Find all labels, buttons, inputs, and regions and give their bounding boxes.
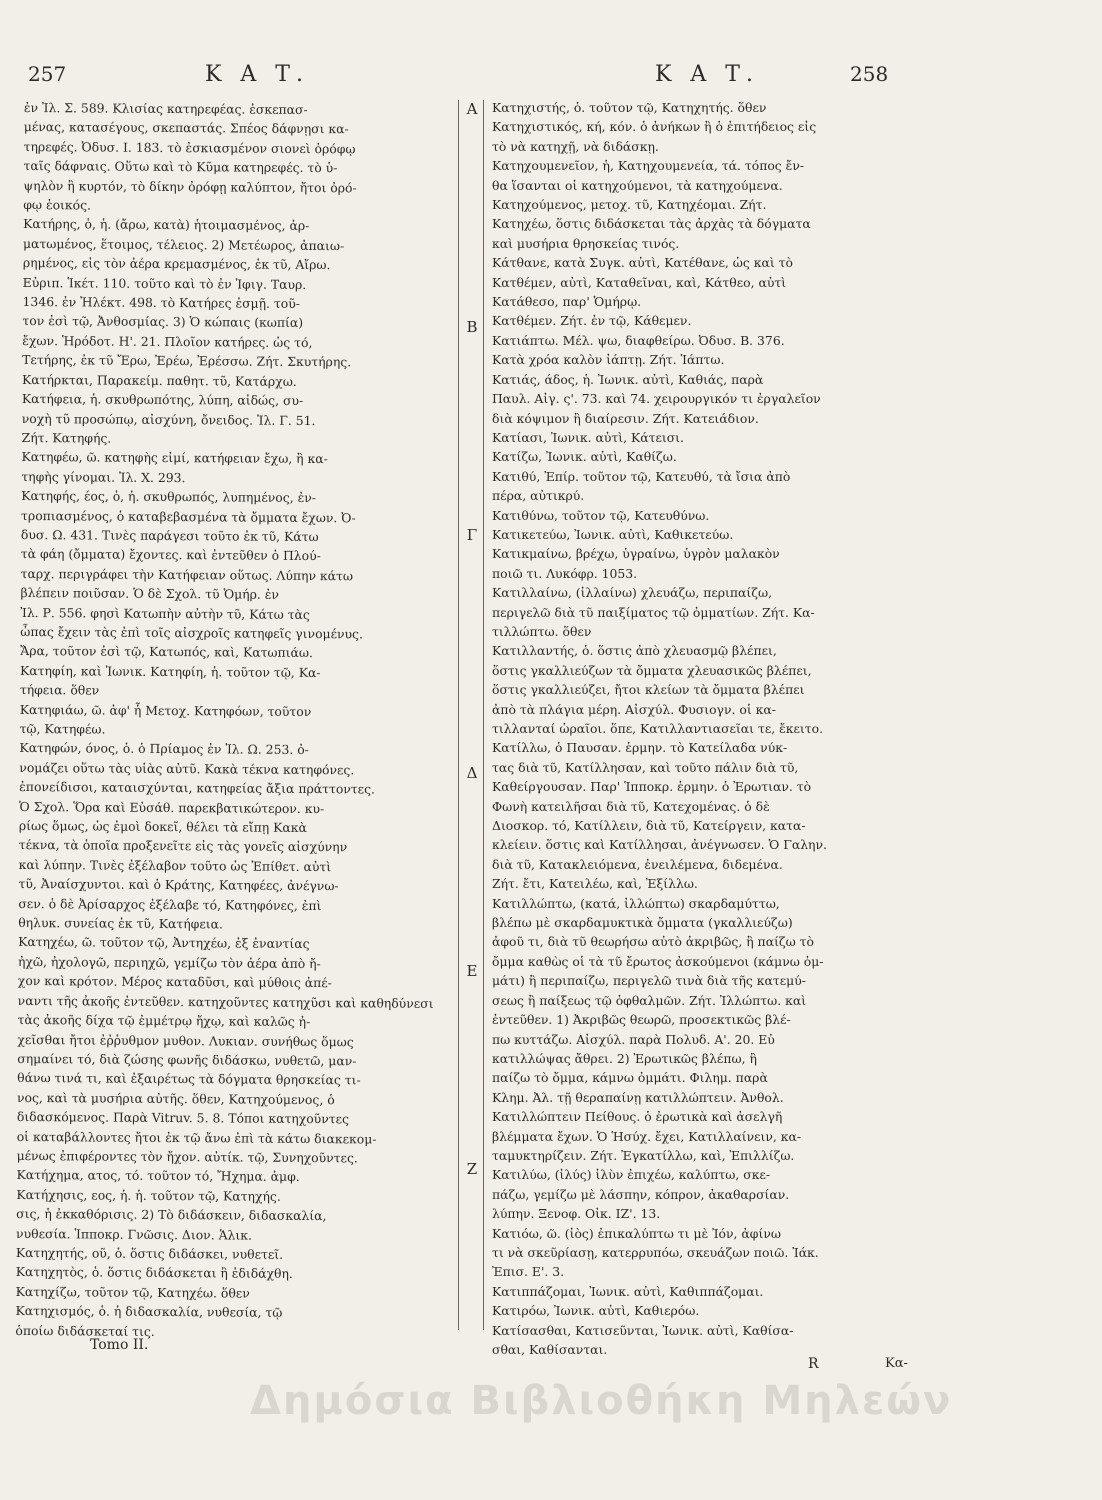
text-line: ἐπονείδισοι, καταισχύνται, κατηφείας ἄξια πράττοντες. — [19, 779, 376, 797]
text-line: οἱ καταβάλλοντες ἤτοι ἐκ τῷ ἄνω ἐπὶ τὰ κάτω διακεκομ- — [16, 1128, 377, 1147]
text-line: διδασκόμενος. Παρὰ Vitruv. 5. 8. Τόποι κατηχοῦντες — [16, 1109, 350, 1127]
text-line: Κάτθανε, κατὰ Συγκ. αὐτὶ, Κατέθανε, ὡς καὶ τὸ — [492, 255, 793, 271]
text-line: διὰ κόψιμον ἢ διαίρεσιν. Ζήτ. Κατειάδιον. — [492, 410, 759, 426]
text-line: κλείειν. ὅστις καὶ Κατίλλησαι, ἀνέγνωσεν. Ὁ Γαλην. — [492, 837, 827, 853]
text-line: ἐν Ἰλ. Σ. 589. Κλισίας κατηρεφέας. ἐσκεπασ- — [23, 99, 308, 117]
text-line: σημαίνει τό, διὰ ζώσης φωνῆς διδάσκω, νυθετῶ, μαν- — [17, 1050, 357, 1069]
running-head-right: Κ Α Τ. — [655, 62, 759, 87]
text-line: Κατήρης, ὁ, ἡ. (ἄρω, κατὰ) ἡτοιμασμένος, ἀρ- — [23, 216, 310, 234]
text-line: ποιῶ τι. Λυκόφρ. 1053. — [492, 565, 638, 581]
text-line: λύπην. Ξενοφ. Οἰκ. ΙΖ'. 13. — [492, 1206, 661, 1222]
text-line: βλέπειν ποιῦσαν. Ὁ δὲ Σχολ. τῦ Ὁμήρ. ἐν — [20, 585, 280, 602]
text-line: Κατιλλαντής, ὁ. ὅστις ἀπὸ χλευασμῷ βλέπει, — [492, 643, 777, 659]
text-line: τιλλανταί ὡραῖοι. ὅπε, Κατιλλαντιασεῖαι τε, ἔκειτο. — [492, 721, 824, 736]
text-line: Κατηχητὸς, ὁ. ὅστις διδάσκεται ἢ ἐδιδάχθη. — [15, 1264, 293, 1282]
text-line: δυσ. Ω. 431. Τινὲς παράγεσι τοῦτο ἐκ τῦ, Κάτω — [20, 526, 319, 545]
text-line: σεως ἢ παίξεως τῷ ὀφθαλμῶν. Ζήτ. Ἰλλώπτω. καὶ — [492, 992, 807, 1008]
section-letter: Δ — [466, 764, 478, 782]
text-line: βλέμματα ἔχων. Ὁ Ἡσύχ. ἔχει, Κατιλλαίνειν, κα- — [492, 1128, 802, 1144]
running-head-left: Κ Α Τ. — [205, 62, 309, 87]
text-line: θάνω τινά τι, καὶ ἐξαιρέτως τὰ δόγματα θρησκείας τι- — [17, 1070, 361, 1088]
text-line: ὅστις γκαλλιεύζει, ἤτοι κλείων τὰ ὄμματα βλέπει — [492, 682, 805, 698]
text-line: Τετήρης, ἐκ τῦ Ἔρω, Ἐρέω, Ἐρέσσω. Ζήτ. Σκυτήρης. — [22, 352, 352, 370]
text-line: Κατηχέω, ὅστις διδάσκεται τὰς ἀρχὰς τὰ δόγματα — [492, 216, 811, 232]
text-line: Κατιππάζομαι, Ἰωνικ. αὐτὶ, Καθιππάζομαι. — [492, 1283, 764, 1299]
section-letter: Γ — [466, 526, 478, 544]
text-line: ἠχῶ, ἠχολογῶ, περιηχῶ, γεμίζω τὸν ἀέρα ἀπὸ ἤ- — [17, 953, 321, 971]
text-line: Κατηχουμενεῖον, ἡ, Κατηχουμενεία, τά. τόπος ἔν- — [492, 158, 805, 174]
text-line: Κατιόω, ῶ. (ἰὸς) ἐπικαλύπτω τι μὲ Ἰόν, ἀφίνω — [492, 1225, 781, 1241]
text-line: τροπιασμένος, ὁ καταβεβασμένα τὰ ὄμματα ἔχων. Ὀ- — [21, 507, 356, 525]
text-line: Κατίασι, Ἰωνικ. αὐτὶ, Κάτεισι. — [492, 429, 684, 445]
text-line: 1346. ἐν Ἠλέκτ. 498. τὸ Κατήρες ἐσμῇ. τοῦ- — [22, 294, 301, 311]
text-line: Κατὰ χρόα καλὸν ἰάπτῃ. Ζήτ. Ἰάπτω. — [492, 352, 725, 368]
text-line: νομάζει οὕτω τὰς υἱὰς αὐτῦ. Κακὰ τέκνα κατηφόνες. — [19, 759, 355, 778]
text-line: Κατικετεύω, Ἰωνικ. αὐτὶ, Καθικετεύω. — [492, 526, 734, 542]
text-line: Κατηχούμενος, μετοχ. τῦ, Κατηχέομαι. Ζήτ. — [492, 197, 767, 213]
text-line: ὦπας ἔχειν τὰς ἐπὶ τοῖς αἰσχροῖς κατηφεῖς γινομένυς. — [20, 623, 364, 642]
text-line: τῷ, Κατηφέω. — [19, 720, 106, 737]
text-line: καὶ μυσήρια θρησκείας τινός. — [492, 235, 680, 251]
text-line: τὰς ἀκοῆς δίχα τῷ ἐμμέτρῳ ἤχῳ, καὶ καλῶς ἠ- — [17, 1012, 311, 1030]
text-line: Κατιλλώπτειν Πείθους. ὁ ἐρωτικὰ καὶ ἀσελγῆ — [492, 1109, 783, 1125]
text-line: παίζω τὸ ὄμμα, κάμνω ὀμμάτι. Φιλημ. παρὰ — [492, 1070, 768, 1086]
text-line: Κατίσασθαι, Κατισεῦνται, Ἰωνικ. αὐτὶ, Καθίσα- — [492, 1322, 794, 1338]
text-line: νος, καὶ τὰ μυσήρια αὐτῆς. ὅθεν, Κατηχούμενος, ὁ — [16, 1089, 335, 1107]
text-line: Κατηχισμός, ὁ. ἡ διδασκαλία, νυθεσία, τῷ — [15, 1303, 283, 1321]
text-line: πω κυττάζω. Αἰσχύλ. παρὰ Πολυδ. Α'. 20. Εὐ — [492, 1031, 775, 1047]
page-number-left: 257 — [28, 62, 67, 86]
text-line: Κατηχιστής, ὁ. τοῦτον τῷ, Κατηχητής. ὅθεν — [492, 100, 767, 115]
text-line: Ζήτ. ἔτι, Κατειλέω, καὶ, Ἐξίλλω. — [492, 876, 698, 892]
text-line: μάτι) ἢ περιπαίζω, περιγελῶ τινὰ διὰ τῆς κατεμύ- — [492, 973, 806, 989]
text-line: ὄμμα καθὼς οἱ τὰ τῦ ἔρωτος ἀσκούμενοι (κάμνω ὀμ- — [492, 953, 824, 969]
text-line: νοχὴ τῦ προσώπῳ, αἰσχύνη, ὄνειδος. Ἰλ. Γ. 51. — [21, 410, 316, 428]
text-line: Κατηχέω, ῶ. τοῦτον τῷ, Ἀντηχέω, ἐξ ἐναντίας — [18, 934, 310, 952]
section-letter: Α — [466, 100, 478, 118]
text-line: Καθείργουσαν. Παρ' Ἱπποκρ. ἑρμην. ὁ Ἐρωτιαν. τὸ — [492, 779, 812, 795]
text-line: φῳ ἐοικός. — [23, 197, 92, 213]
text-line: σις, ἡ ἐκκαθόρισις. 2) Τὸ διδάσκειν, διδασκαλία, — [16, 1206, 327, 1224]
text-line: Κατικμαίνω, βρέχω, ὑγραίνω, ὑγρὸν μαλακὸν — [492, 546, 780, 562]
text-line: καὶ λύπην. Τινὲς ἐξέλαβον τοῦτο ὡς Ἐπίθετ. αὐτὶ — [18, 856, 332, 875]
text-line: Κατήχημα, ατος, τό. τοῦτον τό, Ἤχημα. ἀμφ. — [16, 1167, 300, 1185]
text-line: Κατηχιστικός, κή, κόν. ὁ ἀνήκων ἢ ὁ ἐπιτήδειος εἰς — [492, 119, 817, 135]
text-line: τηφὴς γίνομαι. Ἰλ. Χ. 293. — [21, 468, 186, 485]
text-line: τας διὰ τῦ, Κατίλλησαν, καὶ τοῦτο πάλιν διὰ τῦ, — [492, 759, 799, 775]
text-line: ἀπὸ τὰ πλάγια μέρη. Αἰσχύλ. Φυσιογν. οἱ κα- — [492, 701, 776, 717]
text-line: Κατηφιάω, ῶ. ἀφ' ἧ Μετοχ. Κατηφόων, τοῦτον — [19, 701, 312, 719]
text-line: ἔχων. Ἡρόδοτ. Η'. 21. Πλοῖον κατήρες. ὡς τό, — [22, 332, 313, 350]
text-line: Κατιρόω, Ἰωνικ. αὐτὶ, Καθιερόω. — [492, 1303, 700, 1319]
text-line: Κατηφών, όνος, ὁ. ὁ Πρίαμος ἐν Ἰλ. Ω. 253. ὀ- — [19, 740, 309, 758]
text-line: διὰ τῦ, Κατακλειόμενα, ἐνειλέμενα, διδεμένα. — [492, 856, 783, 872]
text-line: ὁποίω διδάσκεταί τις. — [15, 1322, 155, 1339]
volume-footer: Tomo II. — [90, 1337, 149, 1353]
text-line: Κατιθύ, Ἐπίρ. τοῦτον τῷ, Κατευθύ, τὰ ἴσια ἀπὸ — [492, 468, 791, 484]
text-line: μένως ἐπιφέροντες τὸν ἤχον. αὐτίκ. τῷ, Συνηχοῦντες. — [16, 1147, 358, 1166]
text-line: τὰ φάη (ὄμματα) ἔχοντες. καὶ ἐντεῦθεν ὁ Πλού- — [20, 546, 321, 564]
text-line: Κατιλλαίνω, (ἰλλαίνω) χλευάζω, περιπαίζω, — [492, 585, 773, 601]
text-line: Κατάθεσο, παρ' Ὁμήρῳ. — [492, 294, 642, 310]
text-line: μένας, κατασέγους, σκεπαστάς. Σπέος δάφνῃσι κα- — [23, 119, 349, 137]
text-line: Κατιλλώπτω, (κατά, ἰλλώπτω) σκαρδαμύττω, — [492, 895, 780, 911]
text-line: τι νὰ σκεῦρίασῃ, κατερρυπόω, σκευάζων ποιῶ. Ἰάκ. — [492, 1244, 819, 1260]
text-line: τῦ, Ἀναίσχυντοι. καὶ ὁ Κράτης, Κατηφέες, ἀνέγνω- — [18, 876, 339, 894]
text-line: χεῖσθαι ἤτοι ἐῤῥυθμον μυθον. Λυκιαν. συνήθως ὅμως — [17, 1031, 354, 1049]
right-column — [492, 98, 1012, 1359]
text-line: Ἐπισ. Ε'. 3. — [492, 1264, 565, 1280]
text-line: ματωμένος, ἕτοιμος, τέλειος. 2) Μετέωρος, ἀπαιω- — [22, 235, 345, 254]
text-line: πέρα, αὐτικρύ. — [492, 488, 585, 504]
text-line: ταῖς δάφναις. Οὕτω καὶ τὸ Κῦμα κατηρεφές. τὸ ὑ- — [23, 158, 338, 176]
text-line: Κατηχητής, οῦ, ὁ. ὅστις διδάσκει, νυθετεῖ. — [15, 1244, 284, 1262]
text-line: περιγελῶ διὰ τῦ παιξίματος τῷ ὀμματίων. Ζήτ. Κα- — [492, 604, 815, 620]
text-line: βλέπω μὲ σκαρδαμυκτικὰ ὄμματα (γκαλλιεύζω) — [492, 915, 793, 931]
text-line: θηλυκ. συνείας ἐκ τῦ, Κατήφεια. — [18, 915, 223, 932]
text-line: ψηλὸν ἢ κυρτόν, τὸ δίκην ὀρόφῃ καλύπτον, ἤτοι ὀρό- — [23, 177, 357, 195]
text-line: Κατηφέω, ῶ. κατηφὴς εἰμί, κατήφειαν ἔχω, ἢ κα- — [21, 449, 328, 467]
text-line: Φωνὴ κατειλῆσαι διὰ τῦ, Κατεχομένας. ὁ δὲ — [492, 798, 770, 814]
text-line: Κατιάπτω. Μέλ. ψω, διαφθείρω. Ὀδυσ. Β. 376. — [492, 332, 785, 348]
library-watermark: Δημόσια Βιβλιοθήκη Μηλεών — [250, 1378, 953, 1424]
column-rule — [458, 100, 459, 1330]
text-line: ταρχ. περιγράφει τὴν Κατήφειαν οὕτως. Λύπην κάτω — [20, 565, 354, 584]
text-line: ὅστις γκαλλιεύζων τὰ ὄμματα χλευασικῶς βλέπει, — [492, 662, 812, 678]
text-line: Κατηχίζω, τοῦτον τῷ, Κατηχέω. ὅθεν — [15, 1283, 250, 1301]
text-line: ταμυκτηρίζειν. Ζήτ. Ἐγκατίλλω, καὶ, Ἐπιλλίζω. — [492, 1147, 795, 1163]
text-line: Ὁ Σχολ. Ὅρα καὶ Εὐσάθ. παρεκβατικώτερον. κυ- — [19, 798, 325, 816]
text-line: Ζήτ. Κατηφής. — [21, 429, 112, 446]
text-line: Κατήφεια, ἡ. σκυθρωπότης, λύπη, αἰδώς, συ- — [21, 391, 304, 409]
text-line: Ἄρα, τοῦτον ἐσὶ τῷ, Κατωπός, καὶ, Κατωπιάω. — [20, 643, 314, 661]
text-line: Κατηφής, έος, ὁ, ἡ. σκυθρωπός, λυπημένος, ἐν- — [21, 488, 317, 506]
text-line: τήφεια. ὅθεν — [19, 682, 100, 698]
text-line: Κατιθύνω, τοῦτον τῷ, Κατευθύνω. — [492, 507, 710, 523]
text-line: Κατθέμεν. Ζήτ. ἐν τῷ, Κάθεμεν. — [492, 313, 692, 329]
section-letter: Ε — [466, 962, 478, 980]
text-line: νυθεσία. Ἱπποκρ. Γνῶσις. Διον. Ἁλικ. — [16, 1225, 253, 1243]
text-line: Κατιάς, άδος, ἡ. Ἰωνικ. αὐτὶ, Καθιάς, παρὰ — [492, 371, 764, 387]
text-line: Κατίζω, Ἰωνικ. αὐτὶ, Καθίζω. — [492, 449, 677, 465]
text-line: Ἰλ. Ρ. 556. φησὶ Κατωπὴν αὐτὴν τῦ, Κάτω τὰς — [20, 604, 310, 622]
text-line: χον καὶ κρότον. Μέρος καταδῦσι, καὶ μύθοις ἀπέ- — [17, 973, 332, 991]
text-line: Κατήχησις, εος, ἡ. ἡ. τοῦτον τῷ, Κατηχής. — [16, 1186, 281, 1204]
text-line: τιλλώπτω. ὅθεν — [492, 623, 592, 639]
text-line: ἐντεῦθεν. 1) Ἀκριβῶς θεωρῶ, προσεκτικῶς βλέ- — [492, 1012, 791, 1028]
text-line: πάζω, γεμίζω μὲ λάσπην, κόπρον, ἀκαθαρσίαν. — [492, 1186, 790, 1202]
text-line: τέκνα, τὰ ὁποῖα προξενεῖτε εἰς τὰς γονεῖς αἰσχύνην — [18, 837, 348, 855]
page-number-right: 258 — [850, 62, 889, 86]
text-line: Κατίλλω, ὁ Παυσαν. ἑρμην. τὸ Κατείλαδα νύκ- — [492, 740, 788, 756]
text-line: ρημένος, εἰς τὸν ἀέρα κρεμασμένος, ἐκ τῦ, Αἴρω. — [22, 255, 331, 273]
column-rule — [483, 100, 484, 1330]
text-line: Κατήρκται, Παρακείμ. παθητ. τῦ, Κατάρχω. — [21, 371, 297, 389]
text-line: σθαι, Καθίσανται. — [492, 1342, 608, 1357]
catchword: Κα- — [885, 1356, 908, 1371]
text-line: Κλημ. Ἀλ. τῇ θεραπαίνῃ κατιλλώπτειν. Ἀνθολ. — [492, 1089, 784, 1105]
text-line: Παυλ. Αἰγ. ς'. 73. καὶ 74. χειρουργικόν τι ἐργαλεῖον — [492, 391, 821, 407]
section-letter: Ζ — [466, 1160, 478, 1178]
text-line: Κατθέμεν, αὐτὶ, Καταθεῖναι, καὶ, Κάτθεο, αὐτὶ — [492, 274, 787, 290]
section-letter: Β — [466, 318, 478, 336]
text-line: θα ἵσανται οἱ κατηχούμενοι, τὰ κατηχούμενα. — [492, 177, 783, 193]
text-line: Εὐριπ. Ἱκέτ. 110. τοῦτο καὶ τὸ ἐν Ἰφιγ. Ταυρ. — [22, 274, 307, 292]
text-line: Διοσκορ. τό, Κατίλλειν, διὰ τῦ, Κατείργειν, κατα- — [492, 818, 806, 834]
text-line: ρίως ὅμως, ὡς ἐμοὶ δοκεῖ, θέλει τὰ εἴπῃ Κακὰ — [18, 818, 307, 836]
text-line: ναντι τῆς ἀκοῆς ἐντεῦθεν. κατηχοῦντες κατηχῦσι καὶ καθηδύνεσι — [17, 992, 434, 1011]
text-line: Κατηφίη, καὶ Ἰωνικ. Κατηφίη, ἡ. τοῦτον τῷ, Κα- — [19, 662, 321, 680]
left-column — [15, 98, 454, 1343]
text-line: τὸ νὰ κατηχῇ, νὰ διδάσκῃ. — [492, 138, 659, 154]
signature-mark: R — [808, 1356, 819, 1372]
text-line: σεν. ὁ δὲ Ἀρίσαρχος ἐξέλαβε τό, Κατηφόνες, ἐπὶ — [18, 895, 322, 913]
text-line: Κατιλύω, (ἰλύς) ἰλὺν ἐπιχέω, καλύπτω, σκε- — [492, 1167, 771, 1183]
text-line: κατιλλώψας ἄθρει. 2) Ἐρωτικῶς βλέπω, ἢ — [492, 1050, 757, 1066]
text-line: ἀφοῦ τι, διὰ τῦ θεωρήσω αὐτὸ ἀκριβῶς, ἢ παίζω τὸ — [492, 934, 814, 950]
text-line: τηρεφές. Ὀδυσ. Ι. 183. τὸ ἐσκιασμένον σιονεὶ ὀρόφῳ — [23, 138, 356, 157]
text-line: τον ἐσὶ τῷ, Ἀνθοσμίας. 3) Ὁ κώπαις (κωπία) — [22, 313, 304, 331]
